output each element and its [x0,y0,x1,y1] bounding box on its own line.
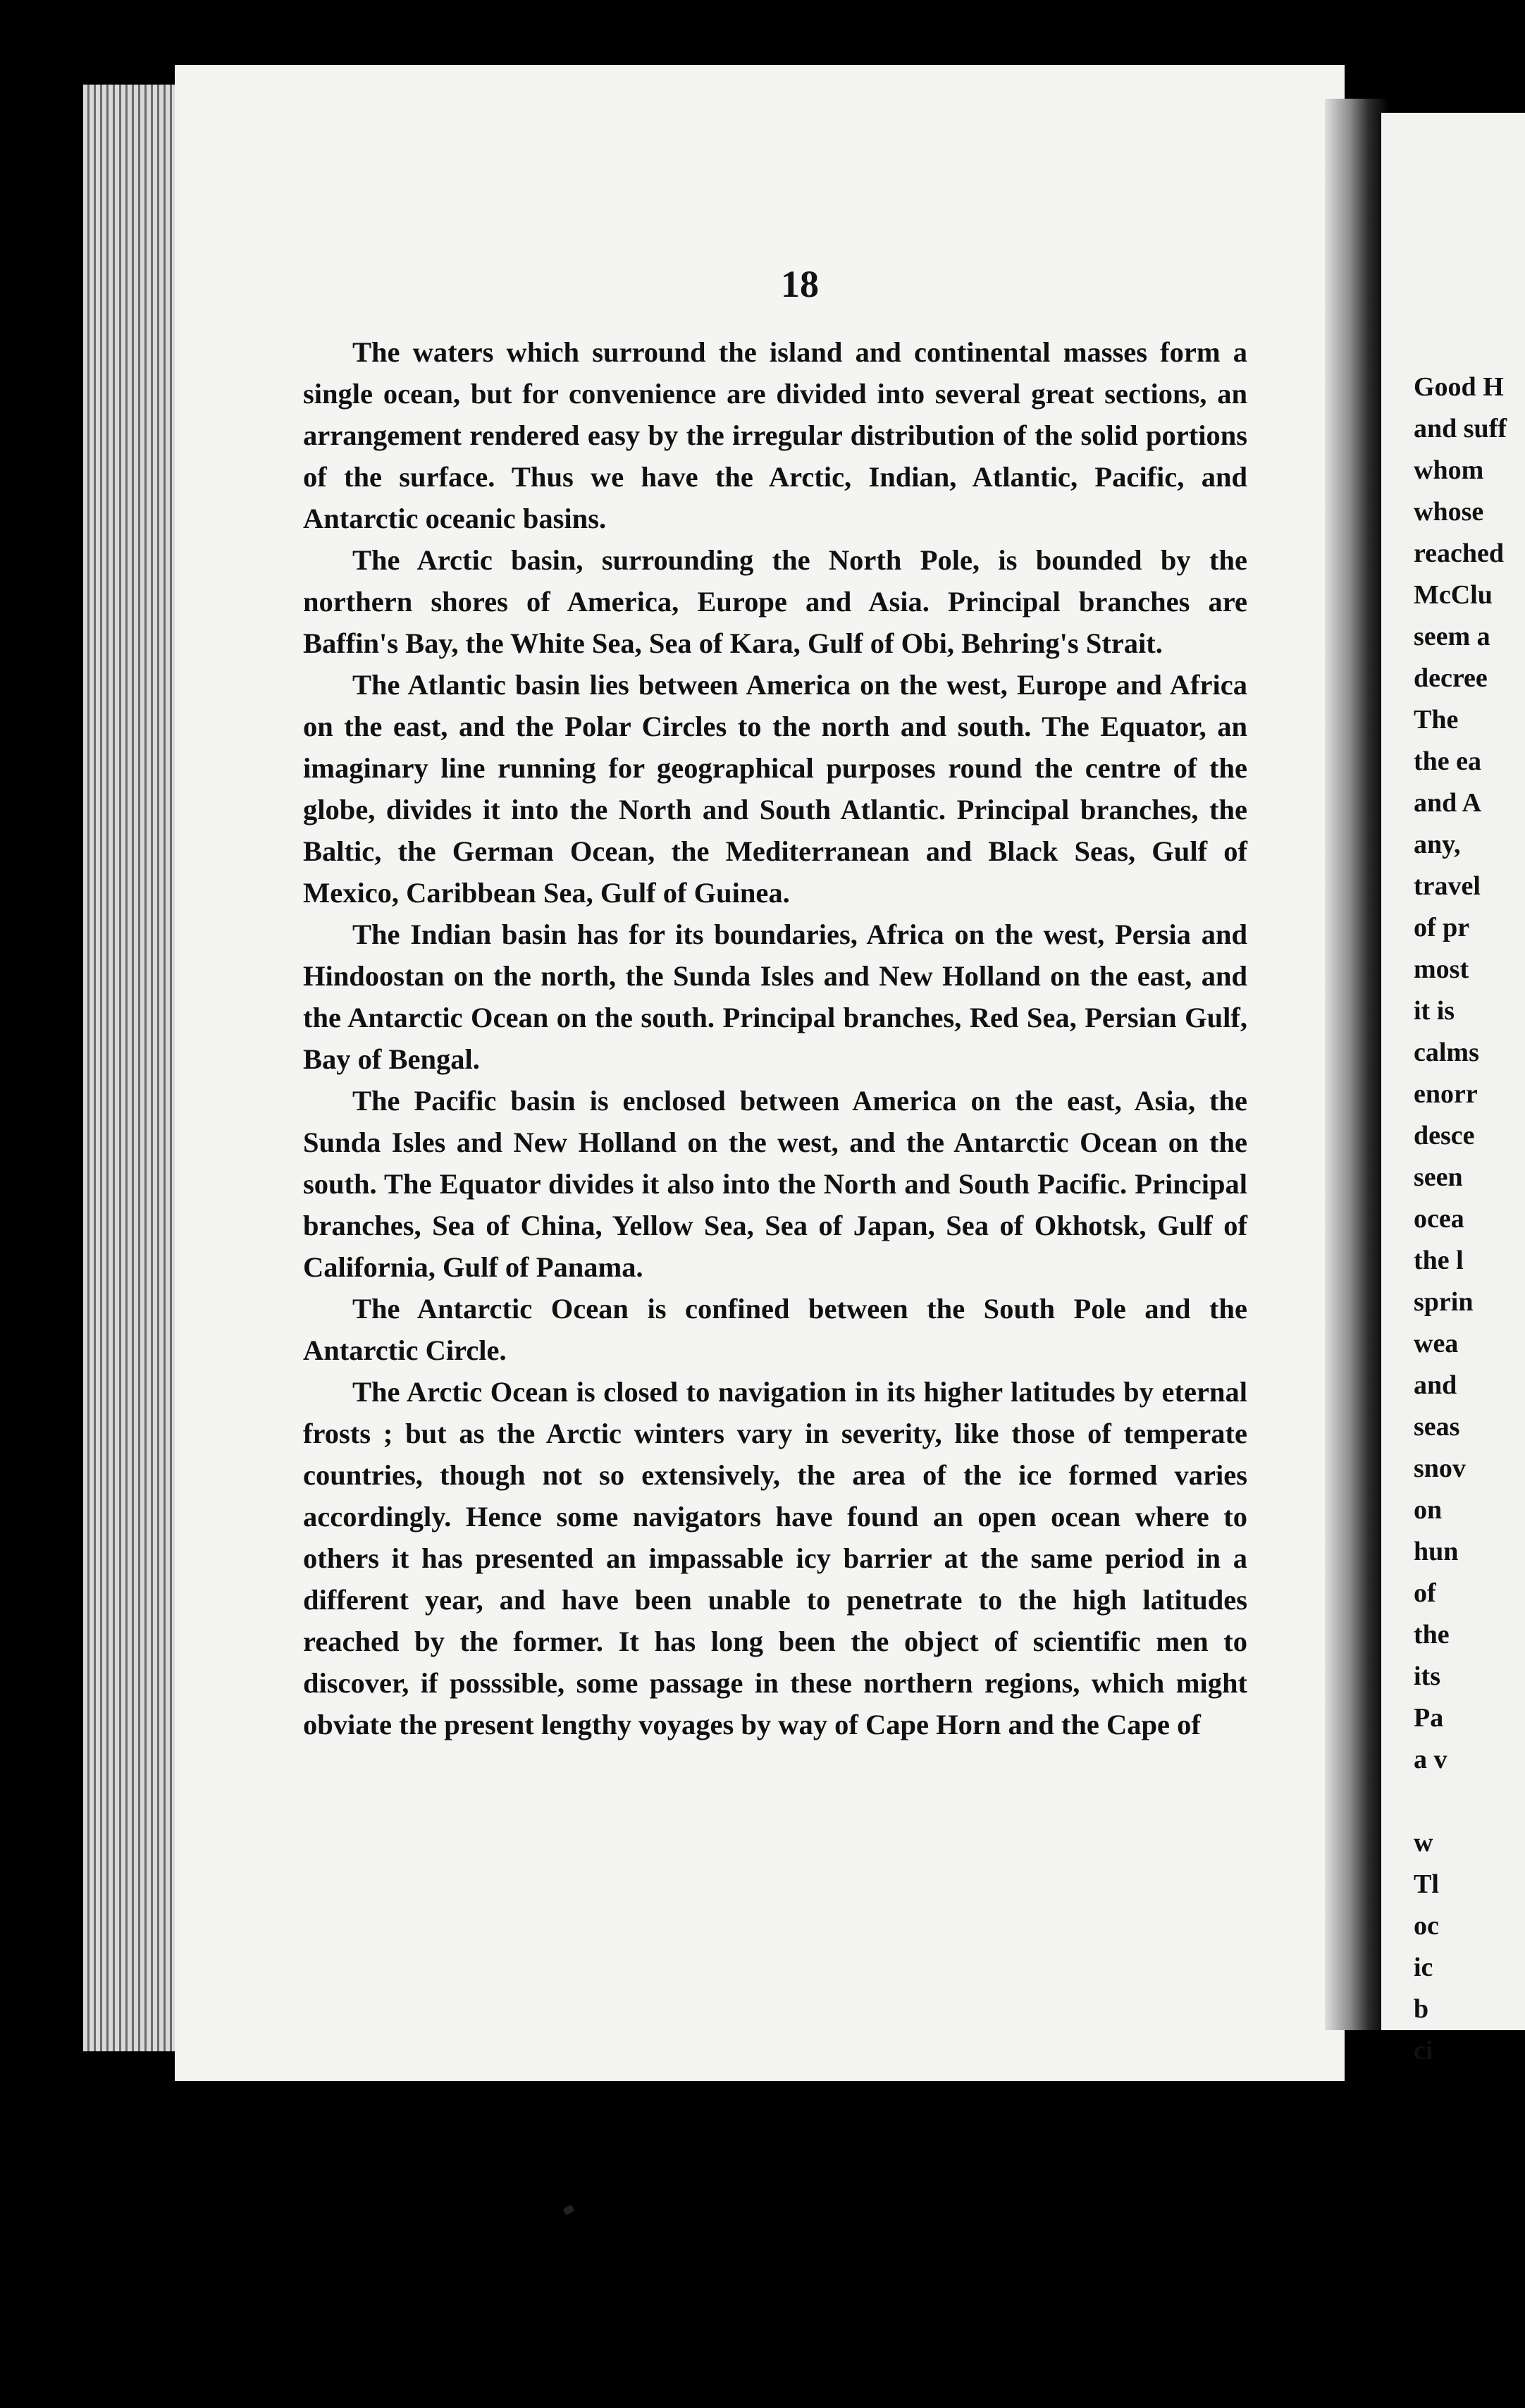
right-line: seen [1414,1162,1463,1192]
right-line: desce [1414,1121,1475,1150]
right-line: The [1414,705,1459,735]
right-page-text [1414,367,1525,2072]
right-line: any, [1414,830,1461,859]
right-line: hun [1414,1537,1459,1566]
paragraph-6: The Antarctic Ocean is confined between the South Pole and the Antarctic Circle. [303,1293,1247,1366]
right-line: the [1414,1620,1450,1650]
right-line: w [1414,1828,1433,1857]
right-line: and suff [1414,414,1507,443]
right-line: and [1414,1370,1457,1400]
right-line: seem a [1414,622,1490,651]
right-line: the ea [1414,747,1482,776]
page-stack-edges [83,85,182,2051]
paragraph-3: The Atlantic basin lies between America on the west, Europe and Africa on the east, and the Polar Circles to the north and south. The Equator, an imaginary line running for geographical purposes round the centre of the globe, divides it into the North and South Atlantic. Principal branches, the Baltic, the German Ocean, the Mediterranean and Black Seas, Gulf of Mexico, Caribbean Sea, Gulf of Guinea. [303,669,1247,909]
right-line: its [1414,1661,1440,1691]
book-gutter [1325,99,1388,2030]
paragraph-2: The Arctic basin, surrounding the North Pole, is bounded by the northern shores of America, Europe and Asia. Principal branches are Baffin's Bay, the White Sea, Sea of Kara, Gulf of Obi, Behring's Strait. [303,544,1247,659]
paragraph-5: The Pacific basin is enclosed between America on the east, Asia, the Sunda Isles and New Holland on the west, and the Antarctic Ocean on the south. The Equator divides it also into the North and South Pacific. Principal branches, Sea of China, Yellow Sea, Sea of Japan, Sea of Okhotsk, Gulf of California, Gulf of Panama. [303,1085,1247,1283]
right-line: wea [1414,1329,1459,1358]
right-line: of [1414,1578,1436,1608]
right-line: whose [1414,497,1484,527]
right-line: the l [1414,1246,1464,1275]
right-line: oc [1414,1911,1439,1941]
right-line: Good H [1414,372,1504,402]
right-line: calms [1414,1038,1479,1067]
right-line: reached [1414,539,1505,568]
right-line: sprin [1414,1287,1474,1317]
right-line: on [1414,1495,1443,1525]
paragraph-7: The Arctic Ocean is closed to navigation in its higher latitudes by eternal frosts ; but as the Arctic winters vary in severity, like those of temperate countries, though not so extensively, the area of the ice formed varies accordingly. Hence some navigators have found an open ocean where to others it has presented an impassable icy barrier at the same period in a different year, and have been unable to penetrate to the high latitudes reached by the former. It has long been the object of scientific men to discover, if posssible, some passage in these northern regions, which might obviate the present lengthy voyages by way of Cape Horn and the Cape of [303,1376,1247,1740]
right-line: McClu [1414,580,1493,610]
ink-mark [562,2204,574,2216]
right-line: decree [1414,663,1488,693]
right-line: whom [1414,455,1484,485]
right-line: seas [1414,1412,1460,1442]
right-line: enorr [1414,1079,1478,1109]
right-line: Tl [1414,1869,1439,1899]
paragraph-4: The Indian basin has for its boundaries, Africa on the west, Persia and Hindoostan on the north, the Sunda Isles and New Holland on the east, and the Antarctic Ocean on the south. Principal branches, Red Sea, Persian Gulf, Bay of Bengal. [303,919,1247,1075]
right-line: it is [1414,996,1455,1026]
right-line: Pa [1414,1703,1444,1733]
right-line: and A [1414,788,1482,818]
right-line: travel [1414,871,1481,901]
right-line: of pr [1414,913,1470,942]
right-line: snov [1414,1454,1466,1483]
right-line: a v [1414,1745,1447,1774]
page-number: 18 [781,263,819,305]
right-line: ocea [1414,1204,1464,1234]
paragraph-1: The waters which surround the island and continental masses form a single ocean, but for convenience are divided into several great sections, an arrangement rendered easy by the irregular distribution of the solid portions of the surface. Thus we have the Arctic, Indian, Atlantic, Pacific, and Antarctic oceanic basins. [303,336,1247,534]
right-line: ic [1414,1953,1433,1982]
right-line: b [1414,1994,1429,2024]
main-text [303,331,1247,1745]
right-line: ci [1414,2036,1433,2065]
right-line: most [1414,954,1469,984]
right-line [1414,1781,1525,1822]
